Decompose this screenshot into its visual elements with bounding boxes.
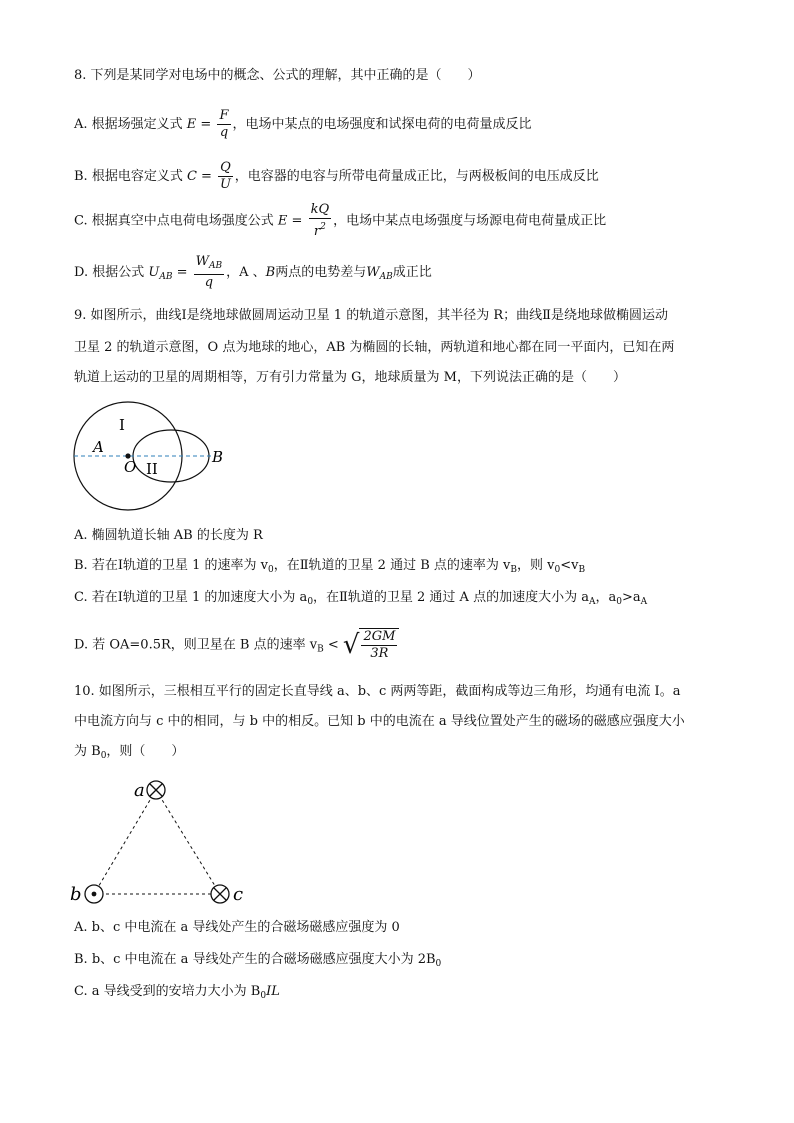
q10-stem-line-1: 10. 如图所示，三根相互平行的固定长直导线 a、b、c 两两等距，截面构成等边三角形，均通有电流 I。a xyxy=(74,684,681,699)
label-point-O: O xyxy=(124,458,137,476)
q9-option-d: D. 若 OA=0.5R，则卫星在 B 点的速率 $v_B$ < √ $\frac{2GM}{3R}$ xyxy=(74,628,399,662)
q9-stem-line-3: 轨道上运动的卫星的周期相等，万有引力常量为 G，地球质量为 M，下列说法正确的是（ ） xyxy=(74,370,626,385)
q9-option-a: A. 椭圆轨道长轴 AB 的长度为 R xyxy=(74,528,263,543)
triangle-side-ab xyxy=(94,790,156,894)
q9-option-b: B. 若在Ⅰ轨道的卫星 1 的速率为 $v_0$，在Ⅱ轨道的卫星 2 通过 B 点的速率为 $v_B$，则 $v_0<v_B$ xyxy=(74,558,586,575)
label-point-A: A xyxy=(93,438,104,456)
q10-stem-line-3: 为 $B_0$，则（ ） xyxy=(74,744,185,761)
wire-triangle-diagram xyxy=(66,770,256,910)
q8-stem: 8. 下列是某同学对电场中的概念、公式的理解，其中正确的是（ ） xyxy=(74,68,481,83)
wire-a-into-page-icon xyxy=(147,781,165,799)
q8-option-c: C. 根据真空中点电荷电场强度公式 E = $\frac{kQ}{r^2}$ ，电场中某点电场强度与场源电荷电荷量成正比 xyxy=(74,202,607,239)
wire-b-out-of-page-icon xyxy=(85,885,103,903)
square-root: √ $\frac{2GM}{3R}$ xyxy=(343,628,400,662)
q9-stem-line-2: 卫星 2 的轨道示意图，O 点为地球的地心，AB 为椭圆的长轴，两轨道和地心都在同一平面内，已知在两 xyxy=(74,340,675,355)
label-wire-a: a xyxy=(134,780,145,801)
fraction: $\frac{Q}{U}$ xyxy=(219,160,231,192)
q10-option-a: A. b、c 中电流在 a 导线处产生的合磁场磁感应强度为 0 xyxy=(74,920,400,935)
orbit-diagram xyxy=(66,400,236,515)
fraction: $\frac{W_{AB}}{q}$ xyxy=(195,254,223,290)
wire-c-into-page-icon xyxy=(211,885,229,903)
label-wire-b: b xyxy=(70,884,82,905)
q9-stem-line-1: 9. 如图所示，曲线Ⅰ是绕地球做圆周运动卫星 1 的轨道示意图，其半径为 R；曲线Ⅱ是绕地球做椭圆运动 xyxy=(74,308,668,323)
label-point-B: B xyxy=(212,448,224,466)
triangle-side-ac xyxy=(156,790,220,894)
q10-stem-line-2: 中电流方向与 c 中的相同，与 b 中的相反。已知 b 中的电流在 a 导线位置处产生的磁场的磁感应强度大小 xyxy=(74,714,685,729)
q10-option-b: B. b、c 中电流在 a 导线处产生的合磁场磁感应强度大小为 $2B_0$ xyxy=(74,952,442,969)
label-wire-c: c xyxy=(233,884,244,905)
label-orbit-I: I xyxy=(119,416,125,434)
q9-option-c: C. 若在Ⅰ轨道的卫星 1 的加速度大小为 $a_0$，在Ⅱ轨道的卫星 2 通过 A 点的加速度大小为 $a_A$，$a_0>a_A$ xyxy=(74,590,648,607)
label-orbit-II: II xyxy=(146,460,158,478)
q8-option-b: B. 根据电容定义式 C = $\frac{Q}{U}$ ，电容器的电容与所带电荷量成正比，与两极板间的电压成反比 xyxy=(74,160,599,192)
q10-option-c: C. a 导线受到的安培力大小为 $B_0IL$ xyxy=(74,984,280,1001)
q8-option-a: A. 根据场强定义式 E = $\frac{F}{q}$ ，电场中某点的电场强度和试探电荷的电荷量成反比 xyxy=(74,108,532,140)
fraction: $\frac{kQ}{r^2}$ xyxy=(310,202,330,239)
q8-option-d: D. 根据公式 $U_{AB}$ = $\frac{W_{AB}}{q}$ ，A 、B两点的电势差与$W_{AB}$成正比 xyxy=(74,254,432,290)
fraction: $\frac{F}{q}$ xyxy=(219,108,229,140)
